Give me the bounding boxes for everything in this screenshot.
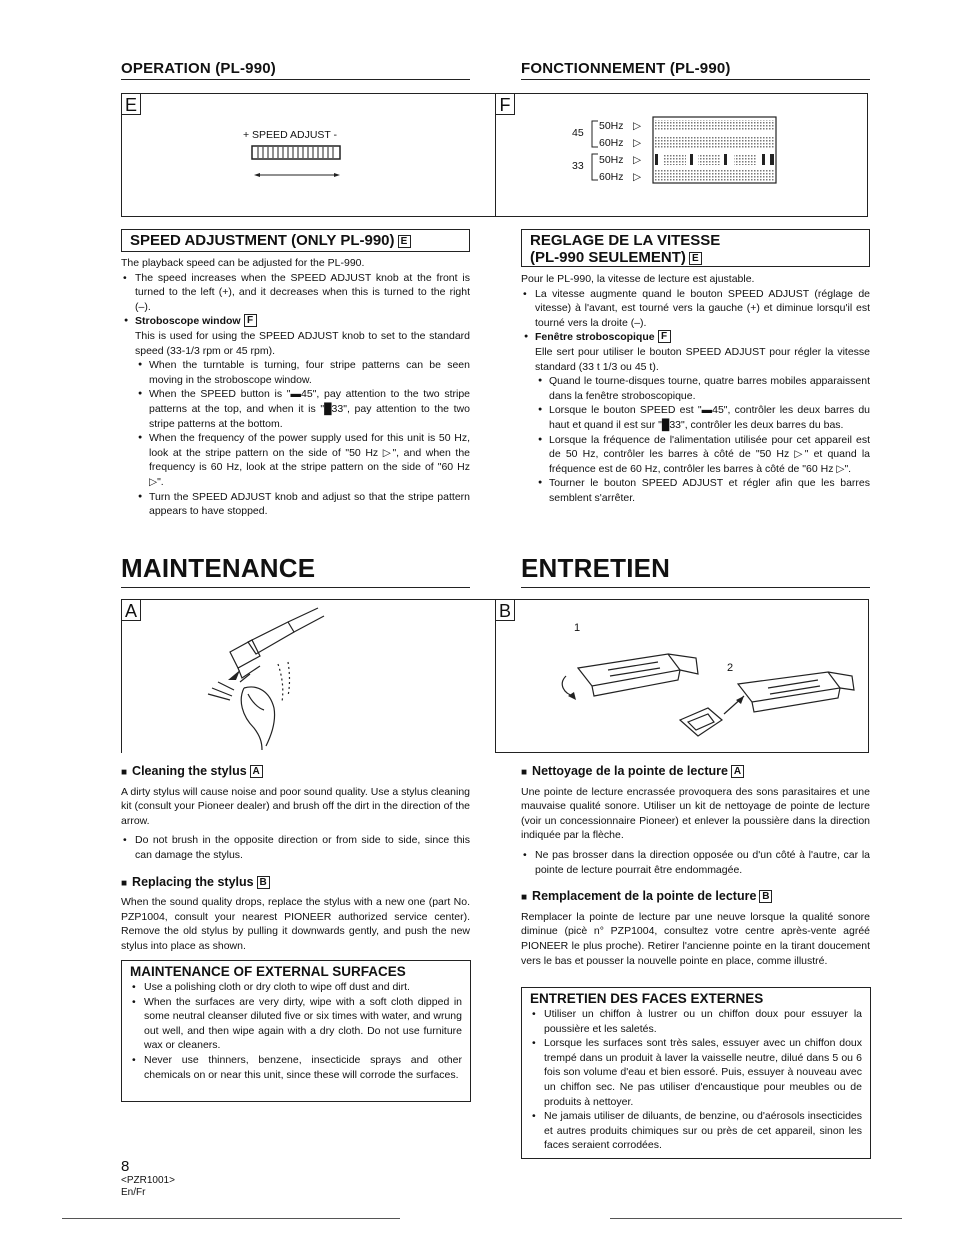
list-item: • Do not brush in the opposite direction or from side to side, since this can damage the stylus. [121,833,470,862]
list-item: • Ne jamais utiliser de diluants, de benzine, ou d'aérosols insecticides et autres produits chimiques sur ou près de cet appareil, sinon les faces seraient corrodées. [530,1109,862,1153]
figure-tag-f: F [495,93,515,115]
figure-tag-a: A [121,599,141,621]
stylus-replacement-illustration [548,640,868,748]
list-item: ● Tourner le bouton SPEED ADJUST et régler afin que les barres semblent s'arrêter. [535,476,870,505]
external-surfaces-box-en [121,960,471,1102]
subheading-text: Stroboscope window [135,315,241,328]
subheading [121,764,470,781]
list-item: • The speed increases when the SPEED ADJUST knob at the front is turned to the left (+), and it decreases when this is turned to the right (–). [121,271,470,315]
divider [521,79,870,80]
strobe-freq-label: 50Hz [599,154,624,166]
figure-ref-badge: B [257,876,270,889]
list-item: ● Lorsque le bouton SPEED est "▬45", contrôler les deux barres du haut et quand il est sur "█33", contrôler les deux barres du bas. [535,403,870,432]
paragraph: Pour le PL-990, la vitesse de lecture est ajustable. [521,273,755,285]
speed-adjust-label: + SPEED ADJUST - [243,129,338,141]
subheading [121,875,470,892]
strobe-group-33: 33 [572,160,584,172]
list-item: ● When the SPEED button is "▬45", pay attention to the two stripe patterns at the top, and when it is "█33", pay attention to the two stripe patterns at the bottom. [135,387,470,431]
list-item: • Never use thinners, benzene, insecticide sprays and other chemicals on or near this unit, since these will corrode the surfaces. [130,1053,462,1082]
divider [121,79,470,80]
divider [62,1218,400,1219]
external-surfaces-box-fr [521,987,871,1159]
subheading-text: Replacing the stylus [132,874,254,889]
list-item: • Utiliser un chiffon à lustrer ou un chiffon doux pour essuyer la poussière et les saletés. [530,1007,862,1036]
page-number: 8 [121,1158,130,1175]
paragraph: This is used for using the SPEED ADJUST knob to set to the standard speed (33-1/3 rpm or 45 rpm). [135,329,470,357]
right-header: FONCTIONNEMENT (PL-990) [521,60,731,77]
paragraph: Remplacer la pointe de lecture par une neuve lorsque la qualité sonore diminue (picè n° PZP1004, consultez votre centre après-vente agréé PIONEER le plus proche). Retirer l'ancienne pointe en la tirant doucement vers le bas et pousser la nouvelle pointe en place, comme illustré. [521,910,870,967]
triangle-marker-icon: ▷ [633,154,642,166]
step-number: 1 [574,622,581,634]
divider [121,599,122,753]
triangle-marker-icon: ▷ [633,171,642,183]
triangle-marker-icon: ▷ [633,120,642,132]
subheading [121,314,470,329]
section-heading-speed-adjustment [121,229,470,252]
section-title: REGLAGE DE LA VITESSE [530,232,721,249]
subheading [521,330,870,345]
list-item: ● Lorsque la fréquence de l'alimentation utilisée pour cet appareil est de 50 Hz, contrôler les barres à côté de "50 Hz ▷" et quand la fréquence est de 60 Hz, contrôler les barres à côté de "60 Hz ▷". [535,433,870,477]
paragraph: The playback speed can be adjusted for the PL-990. [121,257,365,269]
bracket-icon [586,118,600,184]
paragraph: When the sound quality drops, replace the stylus with a new one (part No. PZP1004, consult your nearest PIONEER authorized service center). Remove the old stylus by pulling it downwards gently, and push the new stylus into place as shown. [121,896,470,952]
section-title: SPEED ADJUSTMENT (ONLY PL-990) [130,232,395,249]
triangle-marker-icon: ▷ [633,137,642,149]
reglage-vitesse-body [521,272,870,506]
cleaning-section-en [121,764,470,954]
strobe-freq-label: 60Hz [599,171,624,183]
figure-ref-badge: A [731,765,744,778]
figure-ref-badge: A [250,765,263,778]
paragraph: Une pointe de lecture encrassée provoquera des sons parasitaires et une mauvaise qualité sonore. Utiliser un kit de nettoyage de pointe de lecture (voir un concessionnaire Pioneer) et enlever la poussière dans la direction indiquée par la flèche. [521,785,870,842]
maintenance-title: MAINTENANCE [121,553,316,583]
subheading [521,889,870,906]
list-item: ● When the turntable is turning, four stripe patterns can be seen moving in the stroboscope window. [135,358,470,387]
divider [121,587,470,588]
divider [121,599,495,600]
stylus-cleaning-illustration [190,604,340,752]
left-header: OPERATION (PL-990) [121,60,277,77]
strobe-group-45: 45 [572,127,584,139]
list-item: • Ne pas brosser dans la direction opposée ou d'un côté à l'autre, car la pointe de lecture pourrait être endommagée. [521,848,870,877]
list-item: • Use a polishing cloth or dry cloth to wipe off dust and dirt. [130,980,462,995]
subheading-text: Fenêtre stroboscopique [535,331,655,344]
stroboscope-window-illustration [652,116,778,186]
list-item: • La vitesse augmente quand le bouton SPEED ADJUST (réglage de vitesse) à l'avant, est tourné vers la gauche (+) et diminue lorsqu'il est tourné vers la droite (–). [521,287,870,331]
speed-adjustment-body [121,256,470,519]
subheading [521,764,870,781]
figure-ref-badge: E [398,235,411,248]
figure-tag-b: B [495,599,515,621]
list-item: ● Quand le tourne-disques tourne, quatre barres mobiles apparaissent dans la fenêtre stroboscopique. [535,374,870,403]
figure-ref-badge: E [689,252,702,265]
cleaning-section-fr [521,764,870,968]
box-title: ENTRETIEN DES FACES EXTERNES [530,991,764,1006]
list-item: ● When the frequency of the power supply used for this unit is 50 Hz, look at the stripe pattern on the side of "50 Hz ▷", and when the frequency is 60 Hz, look at the stripe pattern on the side of "60 Hz ▷". [135,431,470,489]
figure-ref-badge: F [244,314,257,327]
box-title: MAINTENANCE OF EXTERNAL SURFACES [130,964,406,979]
language-code: En/Fr [121,1187,146,1198]
subheading-text: Nettoyage de la pointe de lecture [532,764,728,778]
subheading-text: Cleaning the stylus [132,764,247,778]
list-item: • When the surfaces are very dirty, wipe with a soft cloth dipped in some neutral cleanser diluted five or six times with water, and wrung out well, and then wipe again with a dry cloth. Do not use furniture wax or cleaners. [130,995,462,1053]
subheading-text: Remplacement de la pointe de lecture [532,889,757,904]
section-heading-reglage-vitesse [521,229,870,267]
divider [521,587,870,588]
figure-tag-e: E [121,93,141,115]
list-item: ● Turn the SPEED ADJUST knob and adjust so that the stripe pattern appears to have stopped. [135,490,470,519]
strobe-freq-label: 50Hz [599,120,624,132]
figure-ref-badge: B [759,890,772,903]
paragraph: Elle sert pour utiliser le bouton SPEED ADJUST pour régler la vitesse standard (33 t 1/3 ou 45 t). [535,345,870,373]
step-number: 2 [727,662,734,674]
figure-ref-badge: F [658,330,671,343]
entretien-title: ENTRETIEN [521,553,671,583]
strobe-freq-label: 60Hz [599,137,624,149]
divider [610,1218,902,1219]
document-code: <PZR1001> [121,1175,175,1186]
section-title: (PL-990 SEULEMENT) [530,249,686,266]
speed-adjust-knob-illustration [250,144,345,180]
paragraph: A dirty stylus will cause noise and poor sound quality. Use a stylus cleaning kit (consult your Pioneer dealer) and brush off the dirt in the direction of the arrow. [121,785,470,827]
list-item: • Lorsque les surfaces sont très sales, essuyer avec un chiffon doux trempé dans un produit à laver la vaisselle neutre, dilué dans 5 ou 6 fois son volume d'eau et bien essoré. Puis, essuyer à nouveau avec un chiffon sec. Ne pas utiliser d'encaustique pour meubles ou de produits à nettoyer. [530,1036,862,1109]
